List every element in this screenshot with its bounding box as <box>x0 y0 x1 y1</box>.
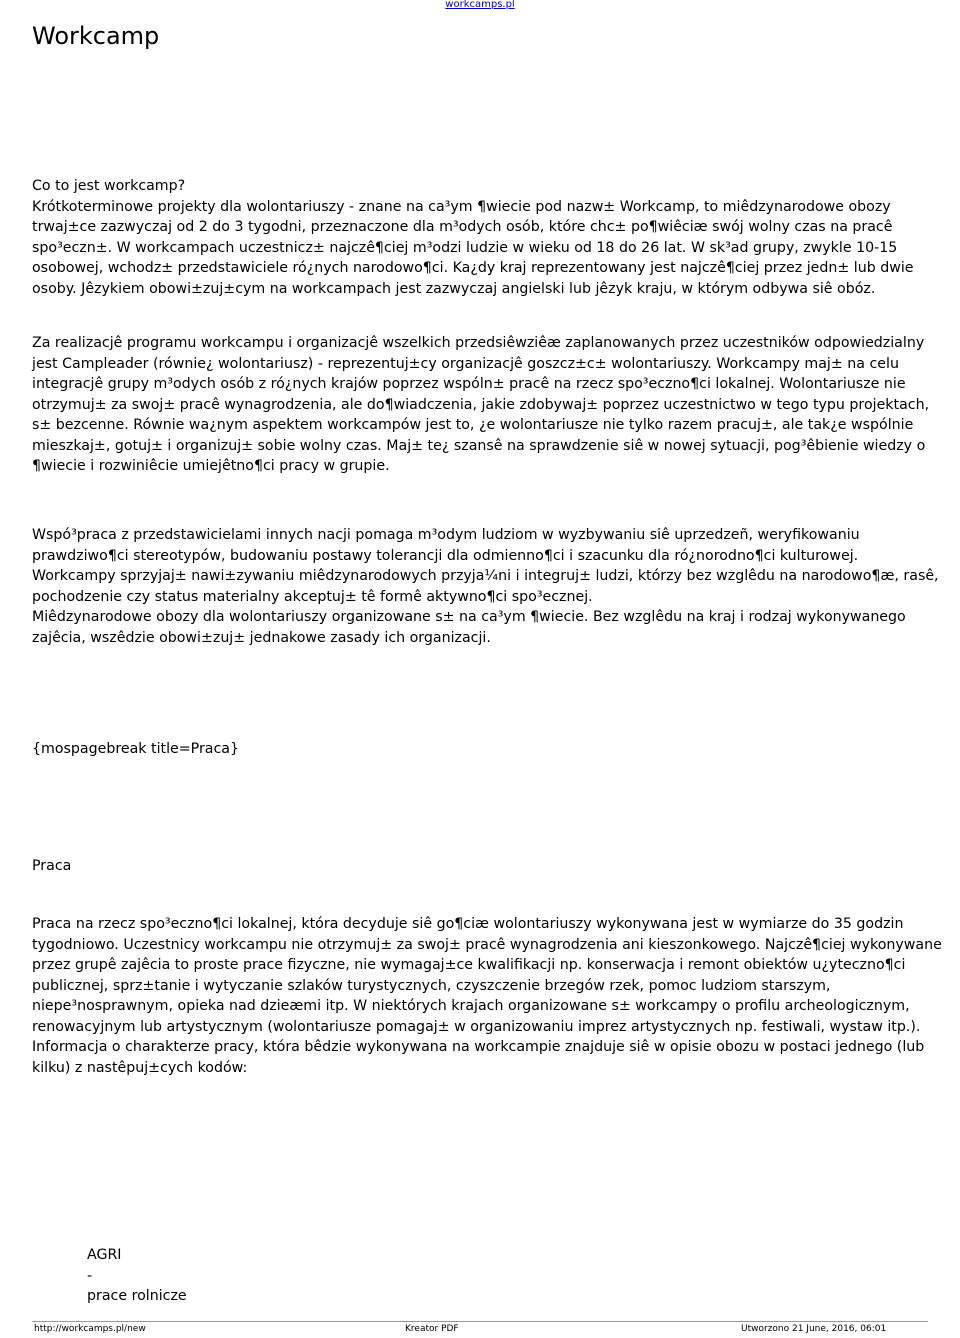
code-dash: - <box>87 1267 93 1284</box>
cooperation-section <box>32 525 942 648</box>
header-site <box>0 0 960 10</box>
code-name: AGRI <box>87 1247 122 1263</box>
cooperation-paragraph: Wspó³praca z przedstawicielami innych nacji pomaga m³odym ludziom w wyzbywaniu siê uprzedzeñ, weryfikowaniu prawdziwo¶ci stereotypów, budowaniu postawy tolerancji dla odmienno¶ci i szacunku dla ró¿norodno¶ci kulturowej. Workcampy sprzyjaj± nawi±zywaniu miêdzynarodowych przyja¼ni i integruj± ludzi, którzy bez wzglêdu na narodowo¶æ, rasê, pochodzenie czy status materialny akceptuj± tê formê aktywno¶ci spo³ecznej. <box>32 527 939 605</box>
campleader-section <box>32 333 942 477</box>
work-section <box>32 914 942 1078</box>
work-heading-block <box>32 856 942 877</box>
work-paragraph: Praca na rzecz spo³eczno¶ci lokalnej, która decyduje siê go¶ciæ wolontariuszy wykonywana jest w wymiarze do 35 godzin tygodniowo. Uczestnicy workcampu nie otrzymuj± za swoj± pracê wynagrodzenia ani kieszonkowego. Najczê¶ciej wykonywane przez grupê zajêcia to proste prace fizyczne, nie wymagaj±ce kwalifikacji np. konserwacja i remont obiektów u¿yteczno¶ci publicznej, sprz±tanie i wytyczanie szlaków turystycznych, czyszczenie brzegów rzek, pomoc ludziom starszym, niepe³nosprawnym, opieka nad dzieæmi itp. W niektórych krajach organizowane s± workcampy o profilu archeologicznym, renowacyjnym lub artystycznym (wolontariusze pomagaj± w organizowaniu imprez artystycznych np. festiwali, wystaw itp.). Informacja o charakterze pracy, która bêdzie wykonywana na workcampie znajduje siê w opisie obozu w postaci jednego (lub kilku) z nastêpuj±cych kodów: <box>32 916 942 1076</box>
footer-divider <box>32 1321 928 1322</box>
pagebreak-marker <box>32 739 942 760</box>
footer <box>0 1324 960 1338</box>
intro-paragraph: Krótkoterminowe projekty dla wolontariuszy - znane na ca³ym ¶wiecie pod nazw± Workcamp, to miêdzynarodowe obozy trwaj±ce zazwyczaj od 2 do 3 tygodni, przeznaczone dla m³odych osób, które chc± po¶wiêciæ swój wolny czas na pracê spo³eczn±. W workcampach uczestnicz± najczê¶ciej m³odzi ludzie w wieku od 18 do 26 lat. W sk³ad grupy, zwykle 10-15 osobowej, wchodz± przedstawiciele ró¿nych narodowo¶ci. Ka¿dy kraj reprezentowany jest najczê¶ciej przez jedn± lub dwie osoby. Jêzykiem obowi±zuj±cym na workcampach jest zazwyczaj angielski lub jêzyk kraju, w którym odbywa siê obóz. <box>32 198 914 297</box>
work-heading: Praca <box>32 858 72 874</box>
intro-section <box>32 176 942 299</box>
code-desc: prace rolnicze <box>87 1288 187 1304</box>
footer-created: Utworzono 21 June, 2016, 06:01 <box>741 1324 887 1334</box>
intro-heading: Co to jest workcamp? <box>32 178 186 194</box>
campleader-paragraph: Za realizacjê programu workcampu i organizacjê wszelkich przedsiêwziêæ zaplanowanych przez uczestników odpowiedzialny jest Campleader (równie¿ wolontariusz) - reprezentuj±cy organizacjê goszcz±c± wolontariuszy. Workcampy maj± na celu integracjê grupy m³odych osób z ró¿nych krajów poprzez wspóln± pracê na rzecz spo³eczno¶ci lokalnej. Wolontariusze nie otrzymuj± za swoj± pracê wynagrodzenia, ale do¶wiadczenia, jakie zdobywaj± poprzez uczestnictwo w tego typu projektach, s± bezcenne. Równie wa¿nym aspektem workcampów jest to, ¿e wolontariusze nie tylko razem pracuj±, ale tak¿e wspólnie mieszkaj±, gotuj± i organizuj± sobie wolny czas. Maj± te¿ szansê na sprawdzenie siê w nowej sytuacji, pog³êbienie wiedzy o ¶wiecie i rozwiniêcie umiejêtno¶ci pracy w grupie. <box>32 335 930 474</box>
international-paragraph: Miêdzynarodowe obozy dla wolontariuszy organizowane s± na ca³ym ¶wiecie. Bez wzglêdu na kraj i rodzaj wykonywanego zajêcia, wszêdzie obowi±zuj± jednakowe zasady ich organizacji. <box>32 609 906 646</box>
pagebreak-text: {mospagebreak title=Praca} <box>32 741 240 757</box>
page-title: Workcamp <box>32 22 160 50</box>
code-entry <box>87 1245 387 1307</box>
site-link[interactable]: workcamps.pl <box>445 0 515 10</box>
footer-url: http://workcamps.pl/new <box>34 1324 146 1334</box>
footer-generator: Kreator PDF <box>405 1324 459 1334</box>
